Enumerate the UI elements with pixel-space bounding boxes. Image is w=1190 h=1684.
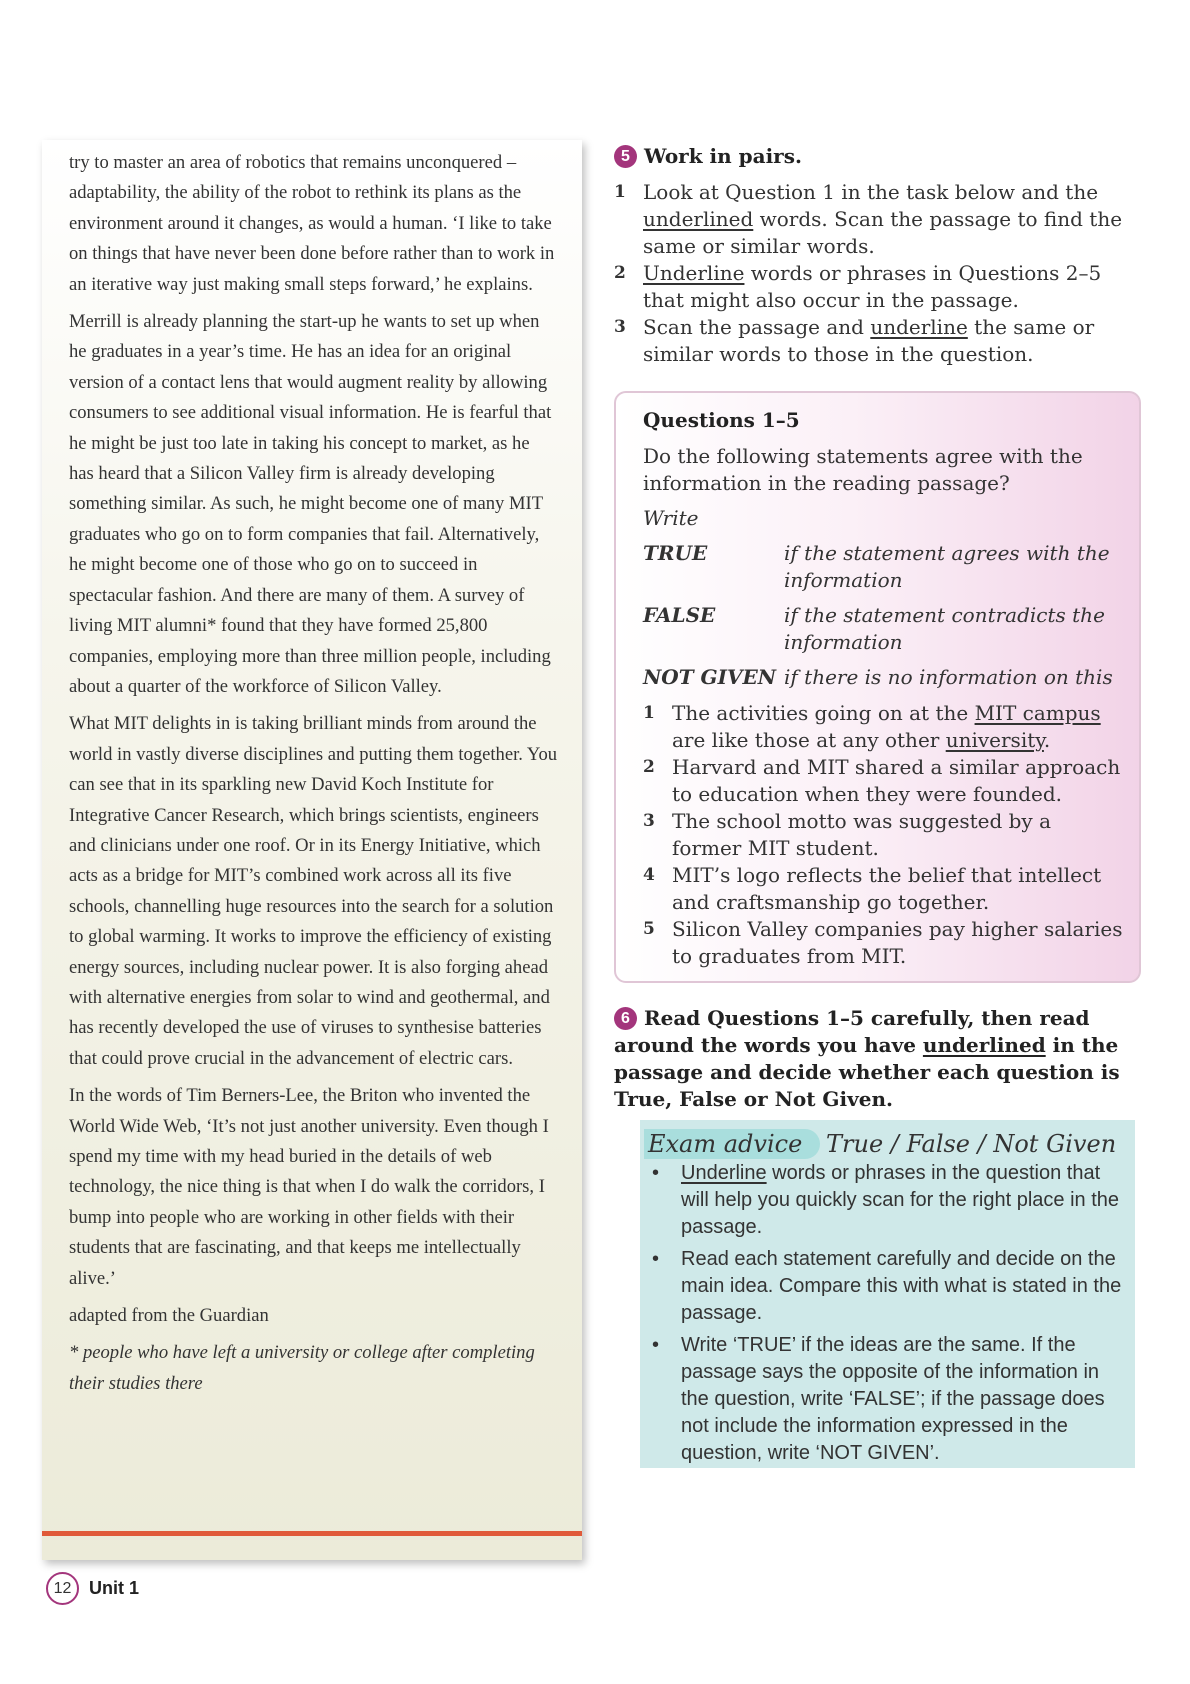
option-description: if the statement agrees with the information — [784, 541, 1110, 592]
step-number: 1 — [614, 182, 626, 202]
underlined-word: MIT campus — [974, 701, 1101, 725]
option-description: if there is no information on this — [784, 665, 1113, 689]
exam-advice-label: Exam advice — [644, 1129, 820, 1159]
exercise-5 — [614, 143, 1142, 368]
option-key: NOT GIVEN — [643, 665, 777, 689]
advice-text: Read each statement carefully and decide on the main idea. Compare this with what is stated in the passage. — [681, 1248, 1122, 1324]
exercise-5-title: Work in pairs. — [644, 144, 802, 168]
step-number: 2 — [614, 263, 626, 283]
option-description: if the statement contradicts the information — [784, 603, 1105, 654]
underlined-word: underlined — [922, 1033, 1046, 1057]
question-item — [643, 916, 1125, 970]
exercise-number-badge: 6 — [614, 1007, 637, 1030]
underlined-word: university — [945, 728, 1044, 752]
option-false — [643, 602, 1125, 656]
passage-footnote: * people who have left a university or college after completing their studies there — [69, 1342, 535, 1394]
underlined-word: Underline — [681, 1162, 767, 1184]
option-key: FALSE — [643, 603, 716, 627]
question-item — [643, 862, 1125, 916]
exercise-6-instruction — [614, 1005, 1142, 1113]
unit-label: Unit 1 — [89, 1578, 140, 1598]
exercise-5-step — [614, 260, 1142, 314]
reading-passage-panel — [42, 140, 582, 1560]
page-number: 12 — [46, 1572, 79, 1605]
step-text: the same or similar words to those in the question. — [643, 315, 1095, 366]
passage-paragraph: Merrill is already planning the start-up he wants to set up when he graduates in a year’s time. He has an idea for an original version of a contact lens that would augment reality by allowing consumers to see additional visual information. He is fearful that he might be just too late in taking his concept to market, as he has heard that a Silicon Valley firm is already developing something similar. As such, he might become one of many MIT graduates who go on to form companies that fail. Alternatively, he might become one of those who go on to succeed in spectacular fashion. And there are many of them. A survey of living MIT alumni* found that they have formed 25,800 companies, employing more than three million people, including about a quarter of the workforce of Silicon Valley. — [69, 311, 552, 697]
advice-text: Write ‘TRUE’ if the ideas are the same. If the passage says the opposite of the information in the question, write ‘FALSE’; if the passage does not include the information expressed in the question, write ‘NOT GIVEN’. — [681, 1334, 1105, 1464]
underlined-word: Underline — [643, 261, 745, 285]
option-true — [643, 540, 1125, 594]
questions-box — [614, 391, 1141, 983]
exam-advice-title: True / False / Not Given — [826, 1130, 1117, 1158]
instruction-text: Read Questions 1–5 carefully, then read around the words you have — [614, 1006, 1090, 1057]
underlined-word: underline — [870, 315, 968, 339]
bottom-divider — [42, 1531, 582, 1536]
question-text: The activities going on at the — [672, 701, 975, 725]
advice-item — [640, 1332, 1135, 1467]
passage-paragraph: In the words of Tim Berners-Lee, the Briton who invented the World Wide Web, ‘It’s not just another university. Even though I spend my time with my head buried in the details of web technology, the nice thing is that when I do walk the corridors, I bump into people who are working in other fields with their students that are fascinating, and that keeps me intellectually alive.’ — [69, 1085, 549, 1289]
advice-item — [640, 1246, 1135, 1327]
step-number: 3 — [614, 317, 626, 337]
bullet-icon: • — [652, 1334, 660, 1356]
page-footer — [46, 1572, 139, 1605]
passage-paragraph: try to master an area of robotics that remains unconquered – adaptability, the ability of the robot to rethink its plans as the environment around it changes, as would a human. ‘I like to take on things that have never been done before rather than to work in an iterative way just making small steps forward,’ he explains. — [69, 152, 555, 295]
exercise-6 — [614, 1005, 1142, 1113]
advice-item — [640, 1160, 1135, 1241]
option-not-given — [643, 664, 1125, 691]
step-text: Scan the passage and — [643, 315, 871, 339]
step-text: words. Scan the passage to find the same or similar words. — [643, 207, 1123, 258]
step-text: Look at Question 1 in the task below and the — [643, 180, 1099, 204]
exam-advice-list — [640, 1160, 1135, 1472]
questions-instruction: Do the following statements agree with the information in the reading passage? — [643, 444, 1083, 495]
question-item — [643, 700, 1125, 754]
passage-source: adapted from the Guardian — [69, 1305, 269, 1327]
exam-advice-box — [640, 1120, 1135, 1468]
underlined-word: underlined — [643, 207, 754, 231]
question-number: 4 — [643, 865, 655, 885]
question-item — [643, 754, 1125, 808]
write-label: Write — [643, 506, 699, 530]
question-text: MIT’s logo reflects the belief that intellect and craftsmanship go together. — [672, 863, 1102, 914]
question-number: 5 — [643, 919, 655, 939]
question-text: The school motto was suggested by a former MIT student. — [672, 809, 1052, 860]
exercise-5-heading — [614, 143, 1142, 170]
advice-text: words or phrases in the question that will help you quickly scan for the right place in the passage. — [681, 1162, 1120, 1238]
question-number: 1 — [643, 703, 655, 723]
bullet-icon: • — [652, 1248, 660, 1270]
instruction-text: in the passage and decide whether each question is True, False or Not Given. — [614, 1033, 1120, 1111]
exercise-5-step — [614, 179, 1142, 260]
question-number: 2 — [643, 757, 655, 777]
question-text: are like those at any other — [672, 728, 946, 752]
questions-title: Questions 1–5 — [643, 408, 800, 432]
question-text: Harvard and MIT shared a similar approach to education when they were founded. — [672, 755, 1121, 806]
exercise-5-step — [614, 314, 1142, 368]
question-number: 3 — [643, 811, 655, 831]
question-item — [643, 808, 1125, 862]
exam-advice-header — [640, 1126, 1135, 1160]
exercise-number-badge: 5 — [614, 145, 637, 168]
option-key: TRUE — [643, 541, 708, 565]
question-text: . — [1043, 728, 1051, 752]
question-text: Silicon Valley companies pay higher salaries to graduates from MIT. — [672, 917, 1123, 968]
passage-paragraph: What MIT delights in is taking brilliant minds from around the world in vastly diverse disciplines and putting them together. You can see that in its sparkling new David Koch Institute for Integrative Cancer Research, which brings scientists, engineers and clinicians under one roof. Or in its Energy Initiative, which acts as a bridge for MIT’s combined work across all its five schools, channelling huge resources into the search for a solution to global warming. It works to improve the efficiency of existing energy sources, including nuclear power. It is also forging ahead with alternative energies from solar to wind and geothermal, and has recently developed the use of viruses to synthesise batteries that could prove crucial in the advancement of electric cars. — [69, 713, 558, 1069]
bullet-icon: • — [652, 1162, 660, 1184]
step-text: words or phrases in Questions 2–5 that might also occur in the passage. — [643, 261, 1102, 312]
exercise-5-steps — [614, 179, 1142, 368]
question-list — [643, 700, 1125, 970]
